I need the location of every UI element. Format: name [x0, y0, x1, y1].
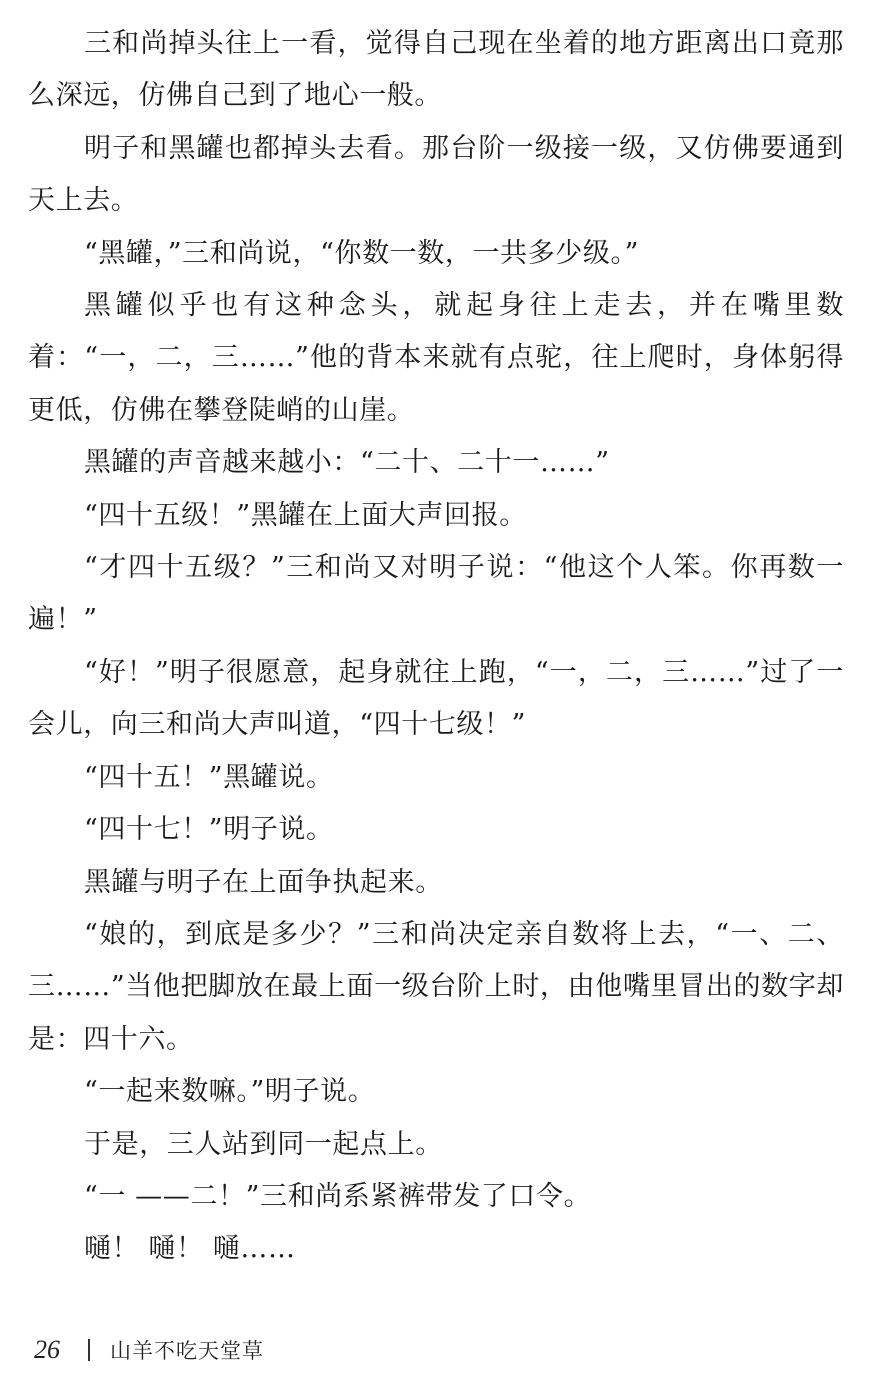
paragraph: 黑罐与明子在上面争执起来。	[84, 866, 443, 898]
page-number: 26	[34, 1335, 60, 1364]
paragraph: 明子和黑罐也都掉头去看。那台阶一级接一级，又仿佛要通到天上去。	[28, 132, 844, 217]
paragraph: “娘的，到底是多少？”三和尚决定亲自数将上去，“一、二、三……”当他把脚放在最上面一级台阶上时，由他嘴里冒出的数字却是：四十六。	[28, 918, 844, 1055]
book-title: 山羊不吃天堂草	[110, 1339, 264, 1363]
paragraph: “才四十五级？”三和尚又对明子说：“他这个人笨。你再数一遍！”	[28, 552, 844, 636]
paragraph: 于是，三人站到同一起点上。	[84, 1128, 443, 1160]
paragraph: 黑罐似乎也有这种念头，就起身往上走去，并在嘴里数着：“一，二，三……”他的背本来就有点驼，往上爬时，身体躬得更低，仿佛在攀登陡峭的山崖。	[28, 290, 844, 426]
paragraph: “黑罐，”三和尚说，“你数一数，一共多少级。”	[84, 237, 640, 269]
paragraph: “四十五！”黑罐说。	[84, 761, 334, 793]
page-footer	[34, 1330, 264, 1370]
paragraph: “四十五级！”黑罐在上面大声回报。	[84, 499, 527, 531]
paragraph: 三和尚掉头往上一看，觉得自己现在坐着的地方距离出口竟那么深远，仿佛自己到了地心一般。	[28, 28, 844, 112]
body-text	[28, 18, 844, 1276]
footer-divider	[88, 1339, 90, 1361]
paragraph: “一起来数嘛。”明子说。	[84, 1076, 376, 1108]
paragraph: 黑罐的声音越来越小：“二十、二十一……”	[84, 447, 610, 479]
paragraph: “四十七！”明子说。	[84, 814, 334, 846]
paragraph: “一 ——二！”三和尚系紧裤带发了口令。	[84, 1180, 592, 1212]
paragraph: “好！”明子很愿意，起身就往上跑，“一，二，三……”过了一会儿，向三和尚大声叫道，“四十七级！”	[28, 656, 844, 741]
paragraph: 嗵！ 嗵！ 嗵……	[84, 1233, 296, 1265]
